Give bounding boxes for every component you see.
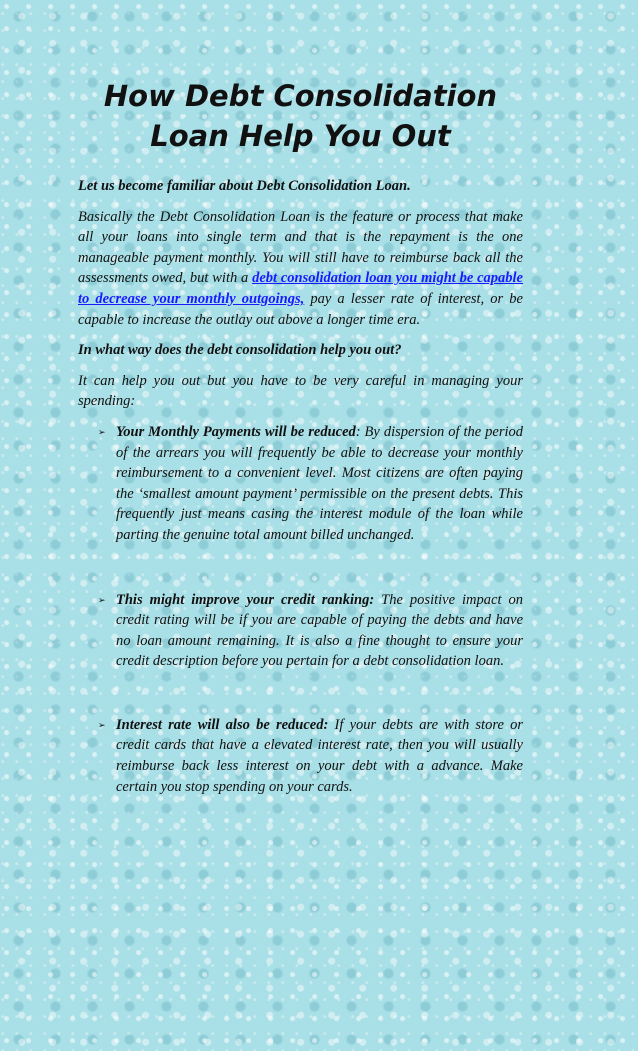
question-heading: In what way does the debt consolidation help you out? — [78, 342, 402, 359]
list-item — [78, 422, 523, 546]
bullet-text: : By dispersion of the period of the arrears you will frequently be able to decrease your monthly reimbursement to a convenient level. Most citizens are often paying the ‘smallest amount payment’ permissible on the present debts. This frequently just means casing the interest module of the loan while parting the genuine total amount billed unchanged. — [116, 423, 523, 543]
intro-text-before-link: Basically the Debt Consolidation Loan is the feature or process that make all your loans into single term and that is the repayment is the one manageable payment monthly. You will still have to reimburse back all the assessments owed, but with a — [78, 208, 523, 287]
arrow-bullet-icon: ➢ — [98, 719, 106, 730]
debt-consolidation-link[interactable]: debt consolidation loan you might be capable to decrease your monthly outgoings, — [78, 270, 523, 307]
document-page — [78, 76, 523, 797]
bullet-heading: Interest rate will also be reduced: — [116, 716, 329, 733]
list-item — [78, 715, 523, 797]
arrow-bullet-icon: ➢ — [98, 426, 106, 437]
bullet-heading: Your Monthly Payments will be reduced — [116, 423, 356, 440]
arrow-bullet-icon: ➢ — [98, 594, 106, 605]
intro-text-after-link: pay a lesser rate of interest, or be capable to increase the outlay out above a longer time era. — [78, 290, 523, 328]
bullet-text: If your debts are with store or credit cards that have a elevated interest rate, then you will usually reimburse back less interest on your debt with a advance. Make certain you stop spending on your cards. — [116, 716, 523, 795]
intro-heading: Let us become familiar about Debt Consolidation Loan. — [78, 178, 411, 194]
intro-paragraph — [78, 207, 523, 331]
question-paragraph: It can help you out but you have to be very careful in managing your spending: — [78, 372, 523, 410]
page-title: How Debt Consolidation Loan Help You Out — [103, 79, 498, 153]
bullet-heading: This might improve your credit ranking: — [116, 591, 375, 608]
benefits-list — [78, 422, 523, 797]
list-item — [78, 590, 523, 672]
bullet-text: The positive impact on credit rating will be if you are capable of paying the debts and have no loan amount remaining. It is also a fine thought to ensure your credit description before you pertain for a debt consolidation loan. — [116, 591, 523, 670]
